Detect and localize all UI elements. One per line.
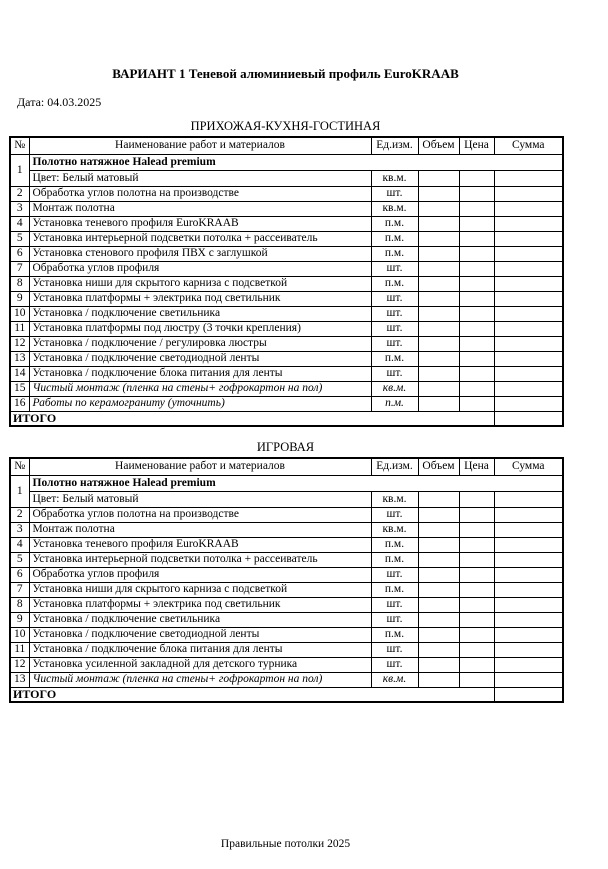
row-volume-cell [418, 366, 459, 381]
row-unit: шт. [371, 567, 418, 582]
row-sum-cell [494, 246, 563, 261]
table-row [10, 246, 563, 261]
row-volume-cell [418, 261, 459, 276]
row-sum-cell [494, 336, 563, 351]
column-header: № [10, 137, 29, 154]
row-price-cell [459, 537, 494, 552]
row-volume-cell [418, 231, 459, 246]
row-volume-cell [418, 567, 459, 582]
table-row [10, 522, 563, 537]
row-number: 14 [10, 366, 29, 381]
table-row [10, 276, 563, 291]
section-title: ПРИХОЖАЯ-КУХНЯ-ГОСТИНАЯ [190, 119, 381, 133]
row-unit: шт. [371, 642, 418, 657]
table-row [10, 306, 563, 321]
row-price-cell [459, 507, 494, 522]
row-name: Установка теневого профиля EuroKRAAB [29, 537, 371, 552]
row-name: Цвет: Белый матовый [29, 170, 371, 186]
row-name: Установка / подключение блока питания для ленты [29, 366, 371, 381]
row-volume-cell [418, 321, 459, 336]
row-number: 13 [10, 351, 29, 366]
row-price-cell [459, 627, 494, 642]
table-row [10, 642, 563, 657]
row-name: Установка платформы + электрика под светильник [29, 291, 371, 306]
row-name: Установка ниши для скрытого карниза с подсветкой [29, 276, 371, 291]
row-sum-cell [494, 216, 563, 231]
row-sum-cell [494, 291, 563, 306]
row-price-cell [459, 291, 494, 306]
row-price-cell [459, 491, 494, 507]
row-number: 12 [10, 336, 29, 351]
row-unit: шт. [371, 336, 418, 351]
row-volume-cell [418, 381, 459, 396]
estimate-table [9, 136, 564, 427]
row-name: Монтаж полотна [29, 522, 371, 537]
table-header-row [10, 458, 563, 475]
row-name: Установка платформы + электрика под светильник [29, 597, 371, 612]
column-header: Объем [418, 137, 459, 154]
row-volume-cell [418, 612, 459, 627]
document-title: ВАРИАНТ 1 Теневой алюминиевый профиль EuroKRAAB [112, 66, 459, 81]
row-price-cell [459, 201, 494, 216]
table-row [10, 582, 563, 597]
table-row [10, 321, 563, 336]
row-price-cell [459, 216, 494, 231]
table-row-product-detail [10, 491, 563, 507]
table-row [10, 261, 563, 276]
row-number: 10 [10, 306, 29, 321]
sections-container [0, 119, 608, 703]
document-date: Дата: 04.03.2025 [17, 95, 102, 109]
row-unit: шт. [371, 321, 418, 336]
table-row-product [10, 475, 563, 491]
row-number: 1 [10, 154, 29, 186]
row-name: Установка стенового профиля ПВХ с заглушкой [29, 246, 371, 261]
row-unit: шт. [371, 261, 418, 276]
row-number: 9 [10, 612, 29, 627]
row-number: 3 [10, 201, 29, 216]
row-number: 2 [10, 507, 29, 522]
row-number: 9 [10, 291, 29, 306]
row-price-cell [459, 552, 494, 567]
row-sum-cell [494, 306, 563, 321]
row-name: Установка / подключение светильника [29, 612, 371, 627]
row-unit: п.м. [371, 582, 418, 597]
column-header: Сумма [494, 458, 563, 475]
column-header: № [10, 458, 29, 475]
row-name: Обработка углов полотна на производстве [29, 186, 371, 201]
column-header: Наименование работ и материалов [29, 458, 371, 475]
row-number: 13 [10, 672, 29, 687]
row-price-cell [459, 522, 494, 537]
row-sum-cell [494, 201, 563, 216]
row-number: 8 [10, 276, 29, 291]
table-row-total [10, 411, 563, 426]
row-name: Установка усиленной закладной для детского турника [29, 657, 371, 672]
row-unit: шт. [371, 612, 418, 627]
row-sum-cell [494, 507, 563, 522]
row-number: 7 [10, 261, 29, 276]
row-number: 11 [10, 321, 29, 336]
table-row [10, 351, 563, 366]
row-number: 15 [10, 381, 29, 396]
table-row [10, 597, 563, 612]
total-label: ИТОГО [10, 411, 494, 426]
row-sum-cell [494, 582, 563, 597]
row-name: Установка / подключение / регулировка люстры [29, 336, 371, 351]
row-price-cell [459, 231, 494, 246]
row-unit: кв.м. [371, 672, 418, 687]
row-volume-cell [418, 491, 459, 507]
row-sum-cell [494, 491, 563, 507]
row-name: Установка платформы под люстру (3 точки крепления) [29, 321, 371, 336]
row-sum-cell [494, 627, 563, 642]
estimate-table [9, 457, 564, 703]
table-row [10, 396, 563, 411]
row-price-cell [459, 246, 494, 261]
table-row [10, 657, 563, 672]
row-volume-cell [418, 276, 459, 291]
row-volume-cell [418, 627, 459, 642]
row-price-cell [459, 567, 494, 582]
row-name: Установка интерьерной подсветки потолка + рассеиватель [29, 552, 371, 567]
row-sum-cell [494, 567, 563, 582]
table-row [10, 381, 563, 396]
row-price-cell [459, 597, 494, 612]
row-volume-cell [418, 597, 459, 612]
row-unit: шт. [371, 366, 418, 381]
row-name: Цвет: Белый матовый [29, 491, 371, 507]
column-header: Сумма [494, 137, 563, 154]
row-volume-cell [418, 552, 459, 567]
row-price-cell [459, 170, 494, 186]
row-price-cell [459, 582, 494, 597]
table-row [10, 567, 563, 582]
row-price-cell [459, 186, 494, 201]
row-sum-cell [494, 351, 563, 366]
row-volume-cell [418, 537, 459, 552]
column-header: Наименование работ и материалов [29, 137, 371, 154]
estimate-section [0, 440, 608, 703]
row-volume-cell [418, 351, 459, 366]
total-sum-cell [494, 411, 563, 426]
row-name: Полотно натяжное Halead premium [29, 154, 563, 170]
row-sum-cell [494, 276, 563, 291]
row-number: 7 [10, 582, 29, 597]
row-name: Чистый монтаж (пленка на стены+ гофрокартон на пол) [29, 672, 371, 687]
table-row [10, 231, 563, 246]
row-sum-cell [494, 321, 563, 336]
total-sum-cell [494, 687, 563, 702]
table-row [10, 552, 563, 567]
row-unit: шт. [371, 186, 418, 201]
row-volume-cell [418, 201, 459, 216]
row-sum-cell [494, 597, 563, 612]
row-number: 6 [10, 246, 29, 261]
row-unit: п.м. [371, 231, 418, 246]
row-unit: п.м. [371, 216, 418, 231]
row-unit: кв.м. [371, 381, 418, 396]
row-price-cell [459, 351, 494, 366]
column-header: Ед.изм. [371, 458, 418, 475]
row-sum-cell [494, 552, 563, 567]
column-header: Ед.изм. [371, 137, 418, 154]
row-number: 3 [10, 522, 29, 537]
row-volume-cell [418, 216, 459, 231]
row-volume-cell [418, 657, 459, 672]
row-name: Монтаж полотна [29, 201, 371, 216]
row-volume-cell [418, 246, 459, 261]
row-volume-cell [418, 507, 459, 522]
column-header: Цена [459, 137, 494, 154]
row-volume-cell [418, 396, 459, 411]
row-unit: кв.м. [371, 522, 418, 537]
row-price-cell [459, 306, 494, 321]
table-row [10, 366, 563, 381]
row-unit: шт. [371, 306, 418, 321]
row-number: 11 [10, 642, 29, 657]
row-unit: кв.м. [371, 170, 418, 186]
row-unit: п.м. [371, 537, 418, 552]
row-sum-cell [494, 642, 563, 657]
row-unit: шт. [371, 657, 418, 672]
row-sum-cell [494, 381, 563, 396]
row-sum-cell [494, 186, 563, 201]
row-sum-cell [494, 231, 563, 246]
row-number: 5 [10, 552, 29, 567]
row-name: Обработка углов профиля [29, 567, 371, 582]
row-price-cell [459, 321, 494, 336]
row-sum-cell [494, 612, 563, 627]
row-unit: шт. [371, 291, 418, 306]
row-unit: шт. [371, 597, 418, 612]
row-unit: п.м. [371, 627, 418, 642]
row-price-cell [459, 672, 494, 687]
row-number: 4 [10, 537, 29, 552]
table-row [10, 201, 563, 216]
row-name: Установка / подключение блока питания для ленты [29, 642, 371, 657]
row-volume-cell [418, 170, 459, 186]
row-unit: шт. [371, 507, 418, 522]
row-volume-cell [418, 336, 459, 351]
table-row-product [10, 154, 563, 170]
total-label: ИТОГО [10, 687, 494, 702]
row-unit: п.м. [371, 276, 418, 291]
table-row [10, 291, 563, 306]
table-row [10, 216, 563, 231]
estimate-section [0, 119, 608, 427]
row-unit: п.м. [371, 552, 418, 567]
table-row [10, 186, 563, 201]
table-row [10, 627, 563, 642]
row-number: 10 [10, 627, 29, 642]
row-unit: п.м. [371, 246, 418, 261]
row-number: 16 [10, 396, 29, 411]
section-title: ИГРОВАЯ [256, 440, 315, 454]
row-price-cell [459, 642, 494, 657]
row-price-cell [459, 381, 494, 396]
row-sum-cell [494, 261, 563, 276]
row-number: 4 [10, 216, 29, 231]
row-sum-cell [494, 537, 563, 552]
row-price-cell [459, 396, 494, 411]
row-name: Чистый монтаж (пленка на стены+ гофрокартон на пол) [29, 381, 371, 396]
row-volume-cell [418, 582, 459, 597]
row-unit: кв.м. [371, 491, 418, 507]
row-price-cell [459, 336, 494, 351]
document-footer: Правильные потолки 2025 [220, 838, 351, 850]
row-name: Установка / подключение светодиодной ленты [29, 627, 371, 642]
row-name: Работы по керамограниту (уточнить) [29, 396, 371, 411]
row-price-cell [459, 276, 494, 291]
row-sum-cell [494, 522, 563, 537]
row-volume-cell [418, 672, 459, 687]
row-sum-cell [494, 170, 563, 186]
table-row-product-detail [10, 170, 563, 186]
table-row [10, 672, 563, 687]
row-sum-cell [494, 657, 563, 672]
column-header: Объем [418, 458, 459, 475]
row-price-cell [459, 657, 494, 672]
row-name: Установка теневого профиля EuroKRAAB [29, 216, 371, 231]
row-sum-cell [494, 366, 563, 381]
row-name: Установка интерьерной подсветки потолка + рассеиватель [29, 231, 371, 246]
row-number: 5 [10, 231, 29, 246]
table-row [10, 612, 563, 627]
row-volume-cell [418, 291, 459, 306]
row-price-cell [459, 612, 494, 627]
row-name: Установка / подключение светильника [29, 306, 371, 321]
row-unit: п.м. [371, 351, 418, 366]
table-header-row [10, 137, 563, 154]
row-number: 1 [10, 475, 29, 507]
row-number: 12 [10, 657, 29, 672]
row-number: 2 [10, 186, 29, 201]
row-number: 8 [10, 597, 29, 612]
row-volume-cell [418, 642, 459, 657]
row-sum-cell [494, 672, 563, 687]
row-volume-cell [418, 186, 459, 201]
table-row-total [10, 687, 563, 702]
row-name: Установка ниши для скрытого карниза с подсветкой [29, 582, 371, 597]
row-volume-cell [418, 306, 459, 321]
row-name: Обработка углов профиля [29, 261, 371, 276]
row-sum-cell [494, 396, 563, 411]
row-name: Полотно натяжное Halead premium [29, 475, 563, 491]
row-name: Обработка углов полотна на производстве [29, 507, 371, 522]
row-volume-cell [418, 522, 459, 537]
column-header: Цена [459, 458, 494, 475]
row-price-cell [459, 366, 494, 381]
row-price-cell [459, 261, 494, 276]
row-name: Установка / подключение светодиодной ленты [29, 351, 371, 366]
table-row [10, 336, 563, 351]
row-unit: п.м. [371, 396, 418, 411]
row-number: 6 [10, 567, 29, 582]
table-row [10, 507, 563, 522]
row-unit: кв.м. [371, 201, 418, 216]
table-row [10, 537, 563, 552]
